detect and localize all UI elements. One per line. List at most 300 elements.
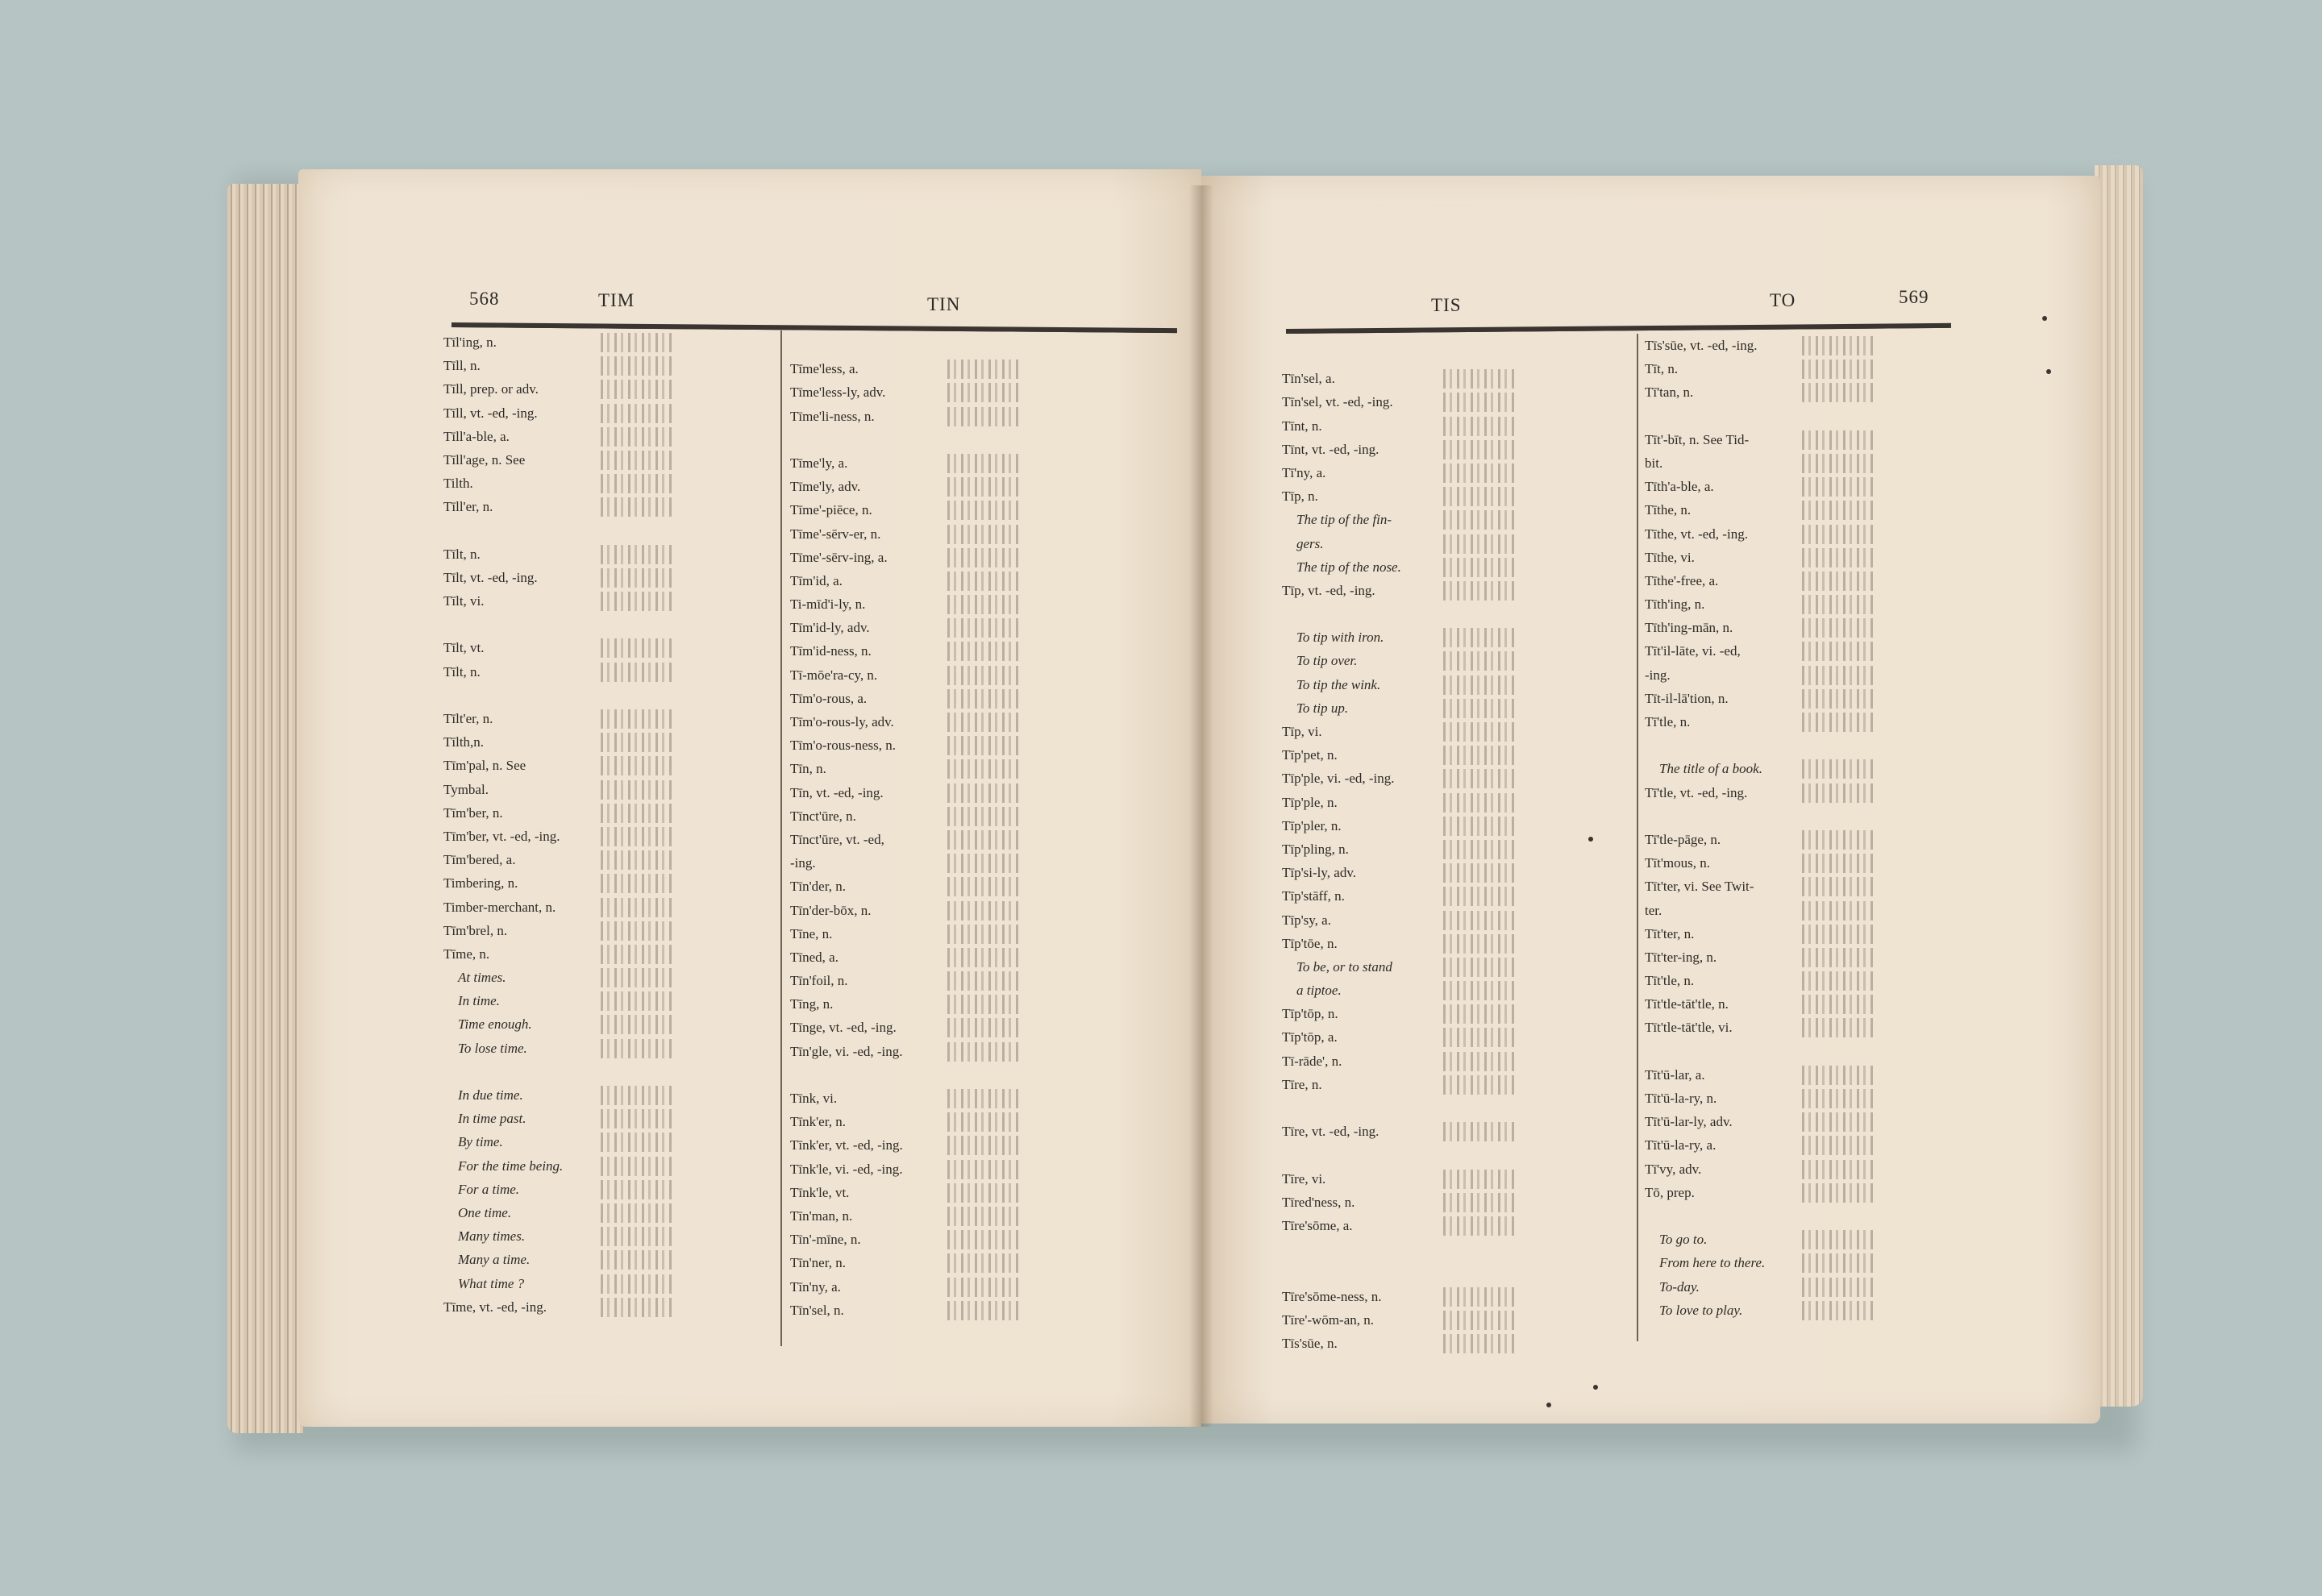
dictionary-entry bbox=[1645, 1110, 1983, 1133]
entry-headword: Tīn'der-bōx, n. bbox=[790, 902, 872, 918]
dictionary-entry bbox=[443, 495, 766, 518]
dictionary-entry bbox=[443, 636, 766, 659]
entry-headword: Tīn'foil, n. bbox=[790, 973, 848, 989]
japanese-gloss-text bbox=[1443, 440, 1517, 459]
entry-headword: Tīs'sūe, n. bbox=[1282, 1335, 1338, 1351]
entry-headword: Tīnk'er, vt. -ed, -ing. bbox=[790, 1137, 903, 1153]
dictionary-entry bbox=[1645, 687, 1983, 710]
dictionary-entry bbox=[1282, 791, 1621, 814]
guide-word-tim: TIM bbox=[598, 290, 635, 310]
dictionary-entry bbox=[1645, 428, 1983, 451]
entry-headword: Tīnk, vi. bbox=[790, 1091, 838, 1106]
entry-headword: Tīlth,n. bbox=[443, 734, 485, 750]
dictionary-entry bbox=[1282, 743, 1621, 767]
dictionary-entry bbox=[790, 334, 1137, 357]
entry-headword: Tīp'ple, vi. -ed, -ing. bbox=[1282, 771, 1395, 787]
japanese-gloss-text bbox=[947, 548, 1022, 567]
japanese-gloss-text bbox=[601, 545, 675, 564]
japanese-gloss-text bbox=[601, 1180, 675, 1199]
japanese-gloss-text bbox=[1802, 501, 1876, 520]
entry-headword: Tīne, n. bbox=[790, 925, 833, 941]
dictionary-entry bbox=[1282, 932, 1621, 955]
dictionary-entry bbox=[443, 707, 766, 730]
entry-headword: To tip up. bbox=[1296, 700, 1349, 716]
entry-headword: To tip the wink. bbox=[1296, 676, 1381, 692]
japanese-gloss-text bbox=[601, 451, 675, 470]
dictionary-phrase bbox=[1282, 673, 1621, 696]
dictionary-entry bbox=[1282, 861, 1621, 884]
japanese-gloss-text bbox=[601, 921, 675, 941]
japanese-gloss-text bbox=[1443, 863, 1517, 883]
japanese-gloss-text bbox=[947, 1042, 1022, 1062]
entry-headword: Tīnt, n. bbox=[1282, 418, 1322, 434]
entry-headword: One time. bbox=[458, 1204, 512, 1220]
dictionary-entry bbox=[1645, 616, 1983, 639]
dictionary-entry bbox=[443, 589, 766, 613]
dictionary-entry bbox=[443, 754, 766, 777]
entry-headword: What time ? bbox=[458, 1275, 525, 1291]
dictionary-entry bbox=[1645, 851, 1983, 875]
dictionary-entry bbox=[1282, 1143, 1621, 1166]
japanese-gloss-text bbox=[1443, 887, 1517, 906]
dictionary-entry bbox=[1282, 1120, 1621, 1143]
dictionary-phrase bbox=[1282, 955, 1621, 979]
japanese-gloss-text bbox=[1802, 995, 1876, 1014]
japanese-gloss-text bbox=[947, 1230, 1022, 1249]
japanese-gloss-text bbox=[1443, 1170, 1517, 1189]
entry-headword: -ing. bbox=[790, 855, 816, 871]
dictionary-entry bbox=[1282, 814, 1621, 837]
japanese-gloss-text bbox=[947, 407, 1022, 426]
dictionary-phrase bbox=[1645, 1275, 1983, 1299]
japanese-gloss-text bbox=[601, 1133, 675, 1152]
entry-headword: Tīthe, n. bbox=[1645, 502, 1692, 518]
entry-headword: Tīp'si-ly, adv. bbox=[1282, 865, 1356, 881]
entry-headword: Tīth'ing-mān, n. bbox=[1645, 620, 1733, 636]
japanese-gloss-text bbox=[947, 736, 1022, 755]
dictionary-entry bbox=[1645, 334, 1983, 357]
entry-headword: Tīth'ing, n. bbox=[1645, 596, 1705, 613]
japanese-gloss-text bbox=[947, 807, 1022, 826]
entry-headword: Tīp'pling, n. bbox=[1282, 841, 1349, 857]
japanese-gloss-text bbox=[1802, 1278, 1876, 1297]
dictionary-phrase bbox=[443, 1107, 766, 1130]
dictionary-entry bbox=[790, 710, 1137, 734]
entry-headword: Tīll, vt. -ed, -ing. bbox=[443, 405, 538, 421]
entry-headword: Tīll'er, n. bbox=[443, 499, 493, 515]
japanese-gloss-text bbox=[947, 477, 1022, 497]
entry-headword: Tīn'ner, n. bbox=[790, 1255, 846, 1271]
entry-headword: Tīt'ter, n. bbox=[1645, 925, 1695, 941]
japanese-gloss-text bbox=[1802, 1183, 1876, 1203]
entry-headword: Tīt'tle-tāt'tle, vi. bbox=[1645, 1020, 1733, 1036]
dictionary-entry bbox=[1645, 1063, 1983, 1087]
japanese-gloss-text bbox=[1443, 581, 1517, 601]
entry-headword: Tīp'tōp, n. bbox=[1282, 1006, 1338, 1022]
header-rule-right bbox=[1286, 323, 1951, 334]
japanese-gloss-text bbox=[601, 780, 675, 800]
dictionary-phrase bbox=[1645, 757, 1983, 780]
japanese-gloss-text bbox=[1802, 948, 1876, 967]
dictionary-entry bbox=[1645, 357, 1983, 380]
dictionary-entry bbox=[790, 757, 1137, 780]
entry-headword: Tīn, n. bbox=[790, 761, 826, 777]
japanese-gloss-text bbox=[1443, 793, 1517, 813]
japanese-gloss-text bbox=[1443, 534, 1517, 554]
entry-headword: Tīlt, vt. bbox=[443, 640, 485, 656]
japanese-gloss-text bbox=[1443, 911, 1517, 930]
japanese-gloss-text bbox=[947, 901, 1022, 921]
dictionary-entry bbox=[790, 451, 1137, 475]
dictionary-entry bbox=[790, 498, 1137, 522]
entry-headword: Tī'ny, a. bbox=[1282, 464, 1326, 480]
page-number-left: 568 bbox=[469, 289, 500, 309]
japanese-gloss-text bbox=[601, 568, 675, 588]
entry-headword: Tīs'sūe, vt. -ed, -ing. bbox=[1645, 338, 1758, 353]
japanese-gloss-text bbox=[947, 666, 1022, 685]
entry-headword: Tīme, n. bbox=[443, 946, 490, 962]
entry-headword: Tīnct'ūre, vt. -ed, bbox=[790, 831, 884, 847]
entry-headword: Tīt'mous, n. bbox=[1645, 855, 1710, 871]
japanese-gloss-text bbox=[601, 1015, 675, 1034]
entry-headword: Tīre'sōme, a. bbox=[1282, 1217, 1353, 1233]
japanese-gloss-text bbox=[1443, 1122, 1517, 1141]
dictionary-entry bbox=[1645, 1158, 1983, 1181]
entry-headword: Tīme'li-ness, n. bbox=[790, 408, 875, 424]
entry-headword: The tip of the fin- bbox=[1296, 512, 1392, 528]
guide-word-tin: TIN bbox=[927, 294, 961, 314]
japanese-gloss-text bbox=[1802, 1160, 1876, 1179]
dictionary-entry bbox=[443, 472, 766, 495]
dictionary-phrase bbox=[443, 1201, 766, 1224]
japanese-gloss-text bbox=[601, 380, 675, 399]
japanese-gloss-text bbox=[1802, 477, 1876, 497]
entry-headword: Timber-merchant, n. bbox=[443, 899, 556, 915]
entry-headword: To be, or to stand bbox=[1296, 958, 1392, 975]
japanese-gloss-text bbox=[1802, 454, 1876, 473]
entry-headword: Tīnct'ūre, n. bbox=[790, 808, 856, 824]
entry-headword: Tīl'ing, n. bbox=[443, 335, 497, 350]
entry-headword: Tīt'-bīt, n. See Tid- bbox=[1645, 431, 1750, 447]
dictionary-entry bbox=[1645, 522, 1983, 546]
entry-headword: Tīt'tle-tāt'tle, n. bbox=[1645, 996, 1729, 1012]
dictionary-entry bbox=[790, 616, 1137, 639]
dictionary-entry bbox=[1645, 992, 1983, 1016]
japanese-gloss-text bbox=[1802, 1136, 1876, 1155]
entry-headword: Tī'tle, vt. -ed, -ing. bbox=[1645, 784, 1748, 800]
dictionary-entry bbox=[790, 781, 1137, 804]
japanese-gloss-text bbox=[1802, 971, 1876, 991]
japanese-gloss-text bbox=[947, 1136, 1022, 1155]
japanese-gloss-text bbox=[947, 925, 1022, 944]
dictionary-entry bbox=[443, 1060, 766, 1083]
japanese-gloss-text bbox=[601, 945, 675, 964]
dictionary-entry bbox=[790, 851, 1137, 875]
entry-headword: Tīp'stāff, n. bbox=[1282, 888, 1345, 904]
entry-headword: Tīm'bered, a. bbox=[443, 852, 516, 868]
entry-headword: Tīm'pal, n. See bbox=[443, 758, 526, 774]
dictionary-entry bbox=[1645, 828, 1983, 851]
dictionary-entry bbox=[443, 825, 766, 848]
dictionary-entry bbox=[790, 1158, 1137, 1181]
japanese-gloss-text bbox=[947, 995, 1022, 1014]
column-separator-left bbox=[780, 330, 782, 1346]
japanese-gloss-text bbox=[1443, 417, 1517, 436]
dictionary-entry bbox=[790, 639, 1137, 663]
entry-headword: Tīp'ple, n. bbox=[1282, 794, 1338, 810]
dictionary-entry bbox=[1645, 475, 1983, 498]
dictionary-entry bbox=[790, 1133, 1137, 1157]
entry-headword: Tīt'ū-la-ry, n. bbox=[1645, 1091, 1717, 1106]
japanese-gloss-text bbox=[1443, 393, 1517, 412]
entry-headword: Tīn'ny, a. bbox=[790, 1278, 841, 1295]
dictionary-entry bbox=[1282, 1167, 1621, 1191]
dictionary-entry bbox=[1282, 461, 1621, 484]
dictionary-entry bbox=[790, 546, 1137, 569]
entry-headword: The tip of the nose. bbox=[1296, 559, 1401, 575]
dictionary-entry bbox=[443, 919, 766, 942]
dictionary-entry bbox=[790, 475, 1137, 498]
japanese-gloss-text bbox=[947, 595, 1022, 614]
japanese-gloss-text bbox=[947, 360, 1022, 379]
dictionary-entry bbox=[790, 1275, 1137, 1299]
guide-word-to: TO bbox=[1770, 290, 1796, 310]
dictionary-entry bbox=[790, 969, 1137, 992]
japanese-gloss-text bbox=[1802, 1066, 1876, 1085]
entry-headword: In time. bbox=[458, 993, 500, 1009]
entry-headword: Tī-rāde', n. bbox=[1282, 1053, 1342, 1069]
entry-headword: Tīlt, vt. -ed, -ing. bbox=[443, 569, 538, 585]
entry-headword: Tīm'brel, n. bbox=[443, 922, 508, 938]
dictionary-phrase bbox=[443, 1037, 766, 1060]
entry-headword: Tīlt'er, n. bbox=[443, 711, 493, 726]
dictionary-entry bbox=[1282, 1191, 1621, 1214]
dictionary-entry bbox=[1645, 922, 1983, 946]
entry-headword: To love to play. bbox=[1659, 1302, 1743, 1318]
japanese-gloss-text bbox=[947, 1278, 1022, 1297]
page-spot bbox=[1588, 837, 1593, 842]
dictionary-entry bbox=[1282, 343, 1621, 367]
dictionary-entry bbox=[1645, 1204, 1983, 1228]
japanese-gloss-text bbox=[947, 1089, 1022, 1108]
japanese-gloss-text bbox=[601, 474, 675, 493]
entry-headword: Tīthe, vt. -ed, -ing. bbox=[1645, 526, 1748, 542]
entry-headword: Tīm'ber, n. bbox=[443, 804, 503, 821]
entry-headword: Tīn'sel, vt. -ed, -ing. bbox=[1282, 394, 1393, 410]
japanese-gloss-text bbox=[1443, 1028, 1517, 1047]
dictionary-entry bbox=[790, 663, 1137, 687]
dictionary-entry bbox=[1645, 639, 1983, 663]
entry-headword: Tī'tle, n. bbox=[1645, 714, 1691, 729]
entry-headword: Tīn'der, n. bbox=[790, 879, 846, 895]
dictionary-entry bbox=[1282, 1332, 1621, 1355]
dictionary-entry bbox=[790, 1087, 1137, 1110]
dictionary-entry bbox=[1282, 602, 1621, 626]
dictionary-entry bbox=[1645, 1040, 1983, 1063]
japanese-gloss-text bbox=[1443, 769, 1517, 788]
japanese-gloss-text bbox=[601, 638, 675, 658]
dictionary-entry bbox=[790, 899, 1137, 922]
dictionary-entry bbox=[443, 871, 766, 895]
dictionary-phrase bbox=[1645, 1299, 1983, 1322]
dictionary-phrase bbox=[443, 989, 766, 1012]
entry-headword: Tīm'o-rous-ly, adv. bbox=[790, 714, 894, 729]
entry-headword: Tī-mōe'ra-cy, n. bbox=[790, 667, 878, 683]
dictionary-entry bbox=[1282, 767, 1621, 790]
entry-headword: Tīlt, n. bbox=[443, 546, 481, 562]
dictionary-entry bbox=[1645, 592, 1983, 616]
dictionary-entry bbox=[790, 1040, 1137, 1063]
entry-headword: Tīre, vi. bbox=[1282, 1170, 1326, 1187]
entry-headword: Tīre, vt. -ed, -ing. bbox=[1282, 1124, 1379, 1140]
dictionary-entry bbox=[1645, 781, 1983, 804]
entry-headword: Tīm'o-rous-ness, n. bbox=[790, 738, 897, 754]
entry-headword: Tīred'ness, n. bbox=[1282, 1194, 1355, 1210]
dictionary-phrase bbox=[443, 1272, 766, 1295]
dictionary-entry bbox=[790, 1299, 1137, 1322]
entry-headword: Tīre'-wōm-an, n. bbox=[1282, 1311, 1374, 1328]
japanese-gloss-text bbox=[1802, 783, 1876, 803]
dictionary-entry bbox=[443, 684, 766, 707]
entry-headword: Tīnk'le, vt. bbox=[790, 1184, 850, 1200]
dictionary-entry bbox=[443, 377, 766, 401]
japanese-gloss-text bbox=[947, 454, 1022, 473]
entry-headword: Tīthe'-free, a. bbox=[1645, 572, 1719, 588]
entry-headword: Tīt'ter, vi. See Twit- bbox=[1645, 879, 1754, 895]
page-spot bbox=[1546, 1403, 1551, 1407]
japanese-gloss-text bbox=[947, 689, 1022, 709]
entry-headword: Tīng, n. bbox=[790, 996, 834, 1012]
entry-headword: Tīm'id, a. bbox=[790, 572, 843, 588]
japanese-gloss-text bbox=[1443, 1334, 1517, 1353]
entry-headword: bit. bbox=[1645, 455, 1663, 471]
japanese-gloss-text bbox=[947, 971, 1022, 991]
japanese-gloss-text bbox=[1802, 759, 1876, 779]
dictionary-entry bbox=[1645, 969, 1983, 992]
dictionary-entry bbox=[790, 1110, 1137, 1133]
japanese-gloss-text bbox=[947, 642, 1022, 661]
japanese-gloss-text bbox=[947, 571, 1022, 591]
dictionary-phrase bbox=[443, 1130, 766, 1153]
dictionary-entry bbox=[1645, 899, 1983, 922]
entry-headword: By time. bbox=[458, 1134, 503, 1150]
dictionary-entry bbox=[443, 730, 766, 754]
japanese-gloss-text bbox=[1802, 1089, 1876, 1108]
japanese-gloss-text bbox=[1802, 336, 1876, 355]
dictionary-entry bbox=[790, 592, 1137, 616]
dictionary-entry bbox=[1282, 720, 1621, 743]
entry-headword: Many a time. bbox=[458, 1252, 531, 1268]
japanese-gloss-text bbox=[601, 1203, 675, 1223]
entry-headword: Tīme'ly, adv. bbox=[790, 479, 861, 495]
japanese-gloss-text bbox=[1443, 840, 1517, 859]
japanese-gloss-text bbox=[1802, 430, 1876, 450]
japanese-gloss-text bbox=[947, 501, 1022, 520]
japanese-gloss-text bbox=[1443, 369, 1517, 389]
dictionary-entry bbox=[443, 660, 766, 684]
japanese-gloss-text bbox=[947, 1183, 1022, 1203]
dictionary-entry bbox=[790, 922, 1137, 946]
japanese-gloss-text bbox=[1802, 1301, 1876, 1320]
japanese-gloss-text bbox=[601, 1086, 675, 1105]
entry-headword: a tiptoe. bbox=[1296, 983, 1342, 999]
entry-headword: Tīnk'er, n. bbox=[790, 1114, 846, 1130]
japanese-gloss-text bbox=[601, 497, 675, 517]
entry-headword: Tō, prep. bbox=[1645, 1184, 1695, 1200]
dictionary-entry bbox=[1645, 1087, 1983, 1110]
dictionary-phrase bbox=[443, 1154, 766, 1178]
entry-headword: Tīm'id-ness, n. bbox=[790, 643, 872, 659]
japanese-gloss-text bbox=[1443, 1075, 1517, 1095]
dictionary-entry bbox=[1282, 884, 1621, 908]
entry-headword: Tīnt, vt. -ed, -ing. bbox=[1282, 441, 1379, 457]
entry-headword: Tīp'tōe, n. bbox=[1282, 935, 1338, 951]
dictionary-entry bbox=[1282, 1073, 1621, 1096]
japanese-gloss-text bbox=[1802, 1112, 1876, 1132]
japanese-gloss-text bbox=[947, 948, 1022, 967]
entry-headword: Tīned, a. bbox=[790, 949, 838, 965]
entry-headword: Tīme'less-ly, adv. bbox=[790, 384, 886, 401]
dictionary-entry bbox=[1645, 546, 1983, 569]
entry-headword: Tīll'age, n. See bbox=[443, 451, 526, 468]
entry-headword: Tīnge, vt. -ed, -ing. bbox=[790, 1020, 897, 1036]
dictionary-entry bbox=[1645, 405, 1983, 428]
japanese-gloss-text bbox=[947, 1160, 1022, 1179]
dictionary-entry bbox=[1645, 498, 1983, 522]
japanese-gloss-text bbox=[947, 759, 1022, 779]
entry-headword: Tīn'man, n. bbox=[790, 1207, 853, 1224]
entry-headword: Tīll, n. bbox=[443, 358, 481, 374]
dictionary-entry bbox=[790, 522, 1137, 546]
entry-headword: From here to there. bbox=[1659, 1255, 1766, 1271]
entry-headword: Tīt'tle, n. bbox=[1645, 973, 1695, 989]
dictionary-phrase bbox=[1282, 649, 1621, 672]
japanese-gloss-text bbox=[601, 427, 675, 447]
entry-headword: Tīme, vt. -ed, -ing. bbox=[443, 1299, 547, 1315]
japanese-gloss-text bbox=[947, 1253, 1022, 1273]
dictionary-entry bbox=[1645, 734, 1983, 757]
dictionary-entry bbox=[1645, 1133, 1983, 1157]
japanese-gloss-text bbox=[601, 404, 675, 423]
japanese-gloss-text bbox=[1443, 1311, 1517, 1330]
dictionary-entry bbox=[443, 542, 766, 566]
entry-headword: Tīp, n. bbox=[1282, 488, 1318, 505]
dictionary-entry bbox=[790, 687, 1137, 710]
entry-headword: gers. bbox=[1296, 535, 1324, 551]
dictionary-phrase bbox=[1282, 508, 1621, 531]
japanese-gloss-text bbox=[1443, 981, 1517, 1000]
entry-headword: Many times. bbox=[458, 1228, 526, 1245]
entry-headword: For a time. bbox=[458, 1181, 520, 1197]
entry-headword: Tymbal. bbox=[443, 781, 489, 797]
entry-headword: Tīt'ter-ing, n. bbox=[1645, 949, 1717, 965]
entry-headword: At times. bbox=[458, 970, 506, 986]
entry-headword: Timbering, n. bbox=[443, 875, 518, 892]
entry-headword: Tī'tan, n. bbox=[1645, 384, 1694, 401]
dictionary-entry bbox=[443, 778, 766, 801]
dictionary-entry bbox=[1282, 1308, 1621, 1332]
japanese-gloss-text bbox=[1443, 628, 1517, 647]
entry-headword: Tīt'ū-la-ry, a. bbox=[1645, 1137, 1717, 1153]
entry-headword: Tīm'ber, vt. -ed, -ing. bbox=[443, 828, 560, 844]
japanese-gloss-text bbox=[601, 709, 675, 729]
japanese-gloss-text bbox=[1443, 487, 1517, 506]
japanese-gloss-text bbox=[1802, 1018, 1876, 1037]
dictionary-phrase bbox=[1282, 979, 1621, 1002]
japanese-gloss-text bbox=[1443, 1193, 1517, 1212]
japanese-gloss-text bbox=[1443, 1287, 1517, 1307]
dictionary-entry bbox=[1282, 837, 1621, 861]
